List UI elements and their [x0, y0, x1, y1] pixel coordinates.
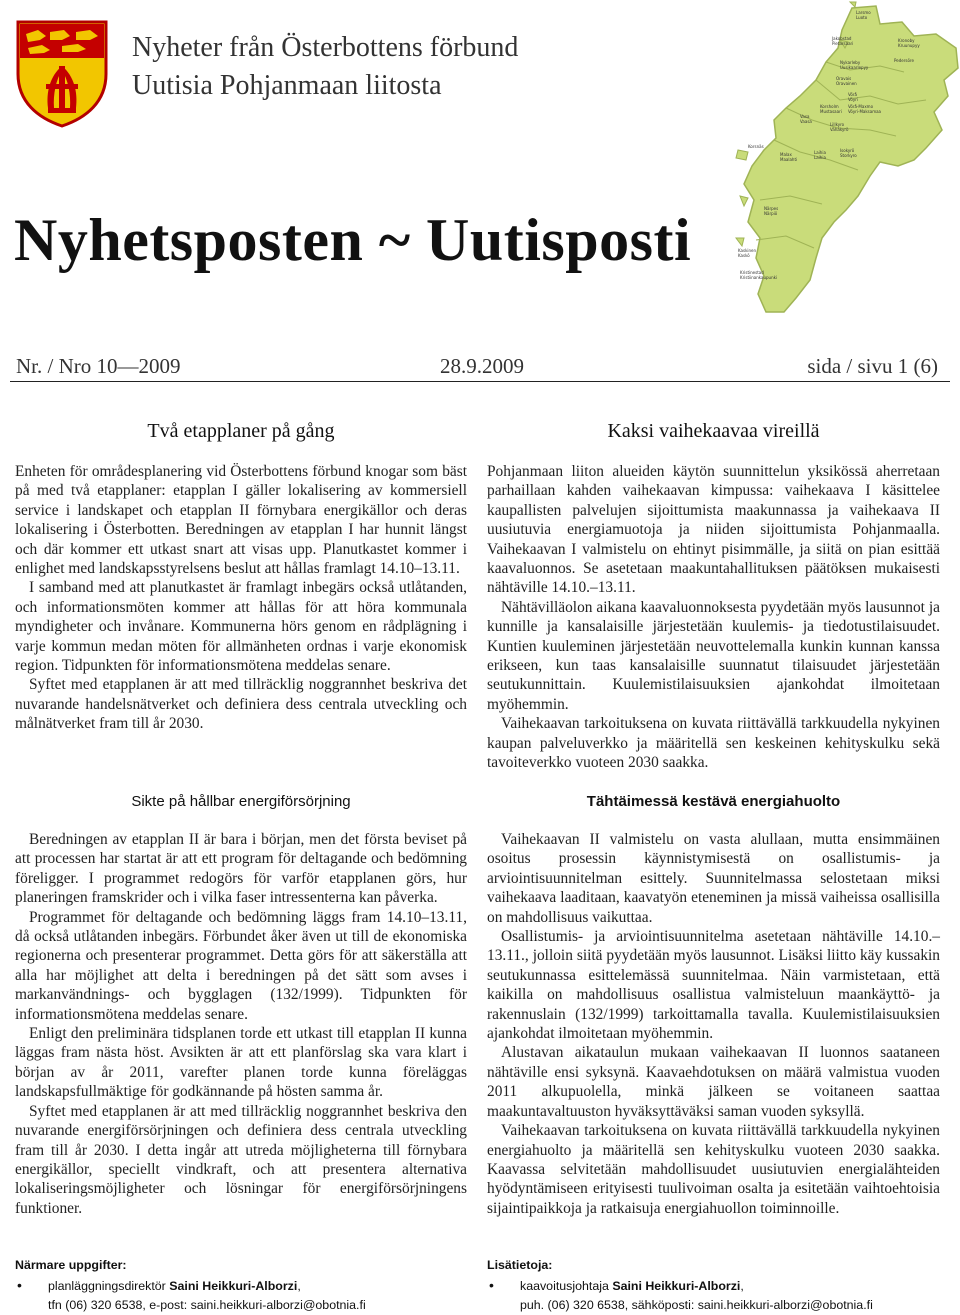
paragraph: Vaihekaavan II valmistelu on vasta alullaan, mutta ensimmäinen osoitus prosessin käynnistymisestä on osallistumis- ja arviointisuunnitelman esittely. Suunnitelmassa selostetaan miksi vaihekaava laaditaan, kaavatyön eteneminen ja missä vaiheissa osallisilla on mahdollisuus vaikuttaa. [487, 831, 940, 926]
map-label: Vöyri [848, 97, 858, 102]
map-label: Vähäkyrö [830, 127, 849, 132]
map-label: Luoto [856, 15, 868, 20]
map-label: Laihia [814, 150, 826, 155]
issue-line [16, 354, 940, 380]
map-label: Närpes [764, 206, 779, 211]
map-label: Vasa [800, 114, 810, 119]
region-map [730, 0, 960, 320]
map-label: Uusikaarlepyy [840, 65, 869, 70]
paragraph: Vaihekaavan tarkoituksena on kuvata riittävällä tarkkuudella nykyinen kaupan palveluverkko ja määritellä sen keskeinen kehityskulku sekä tavoiteverkko vuoteen 2030 saakka. [487, 715, 940, 772]
paragraph: Enligt den preliminära tidsplanen torde ett utkast till etapplan II kunna läggas fram nästa höst. Avsikten är att ett planförslag ska vara klart i början av år 2011, varefter planen torde kunna föreläggas landskapsfullmäktige för godkännande på hösten samma år. [15, 1025, 467, 1101]
map-label: Vörå [848, 92, 857, 97]
paragraph: Nähtävilläolon aikana kaavaluonnoksesta pyydetään myös lausunnot ja kunnille ja kansalaisille järjestetään kuulemis- ja tiedotustilaisuudet. Kuntien kuuleminen järjestetään neuvottelemalla kunkin kunnan kanssa erikseen, kun taas kansalaisille suunnatut tilaisuudet järjestetään seutukunnittain. Kuulemistilaisuuksien ajankohdat ilmoitetaan myöhemmin. [487, 598, 940, 713]
coat-of-arms-logo [16, 20, 108, 128]
left-subheading: Sikte på hållbar energiförsörjning [131, 793, 351, 810]
map-label: Lillkyro [830, 122, 845, 127]
paragraph: I samband med att planutkastet är framlagt inbegärs också utlåtanden, och informationsmöten kommer att hållas för att höra kommunala myndigheter och invånare. Kommunerna hörs genom en rådplägning i varje kommun medan möten för allmänheten ordnas i varje ekonomisk region. Tidpunkten för informationsmötena meddelas senare. [15, 579, 467, 675]
org-name-swedish: Nyheter från Österbottens förbund [132, 32, 519, 63]
left-article-body [15, 462, 467, 734]
contact-details[interactable]: puh. (06) 320 6538, sähköposti: saini.heikkuri-alborzi@obotnia.fi [520, 1298, 873, 1312]
map-label: Korsnäs [748, 144, 764, 149]
map-label: Korsholm [820, 104, 839, 109]
issue-date: 28.9.2009 [440, 354, 524, 378]
map-label: Vörå-Maxmo [848, 104, 874, 109]
map-label: Malax [780, 152, 792, 157]
paragraph: Alustavan aikataulun mukaan vaihekaavan II luonnos saataneen nähtäville ensi syksynä. Kaavaehdotuksen on määrä valmistua vuoden 2011 alkupuolella, minkä jälkeen se voitaneen saattaa maakuntavaltuuston hyväksyttäväksi saman vuoden syksyllä. [487, 1044, 940, 1120]
map-label: Pedersöre [894, 58, 914, 63]
map-label: Oravainen [836, 81, 857, 86]
map-label: Vöyri-Maksamaa [848, 109, 881, 114]
map-label: Kronoby [898, 38, 915, 43]
map-label: Storkyro [840, 153, 857, 158]
paragraph: Syftet med etapplanen är att med tillräcklig noggrannhet beskriva det nuvarande handelsnätverket och definiera dess centrala utveckling och målnätverket fram till år 2030. [15, 676, 467, 733]
contact-role: kaavoitusjohtaja [520, 1279, 609, 1293]
left-contact-box [15, 1256, 467, 1315]
masthead-title: Nyhetsposten ~ Uutisposti [14, 207, 692, 273]
contact-details[interactable]: tfn (06) 320 6538, e-post: saini.heikkuri-alborzi@obotnia.fi [48, 1298, 366, 1312]
map-label: Oravais [836, 76, 852, 81]
map-label: Kristinestad [740, 270, 764, 275]
right-article-body-2 [487, 830, 940, 1218]
map-label: Kaskö [738, 253, 750, 258]
header-divider [10, 381, 950, 382]
map-label: Kaskinen [738, 248, 757, 253]
map-label: Kruunupyy [898, 43, 920, 48]
contact-role: planläggningsdirektör [48, 1279, 166, 1293]
right-article-title: Kaksi vaihekaavaa vireillä [607, 420, 820, 442]
right-contact-box [487, 1256, 940, 1315]
contact-title: Närmare uppgifter: [15, 1258, 127, 1272]
map-label: Laihia [814, 155, 826, 160]
map-label: Mustasaari [820, 109, 842, 114]
contact-title: Lisätietoja: [487, 1258, 553, 1272]
contact-name: Saini Heikkuri-Alborzi [612, 1279, 741, 1293]
contact-item: • planläggningsdirektör Saini Heikkuri-Alborzi, tfn (06) 320 6538, e-post: saini.heikkuri-alborzi@obotnia.fi [15, 1277, 467, 1315]
paragraph: Pohjanmaan liiton alueiden käytön suunnittelun yksikössä aherretaan parhaillaan kahden vaihekaavan kimpussa: vaihekaava I käsittelee kaupallisten palvelujen sijoittumista maakunnassa ja vaihekaava II uusiutuvia energiamuotoja ja niiden sijoittumista Pohjanmaalla. Vaihekaavan I valmistelu on ehtinyt pisimmälle, ja siitä on pian esittää kaavaluonnos. Se asetetaan maakuntahallituksen päätöksen mukaisesti nähtäville 14.10.–13.11. [487, 463, 940, 597]
paragraph: Vaihekaavan tarkoituksena on kuvata riittävällä tarkkuudella nykyinen energiahuolto ja määritellä sen kehityskulku vuoteen 2030 saakka. Kaavassa selvitetään mahdollisuudet uusiutuvien energialähteiden hyödyntämiseen erityisesti tuulivoiman osalta ja esitetään vaihtoehtoisia sijaintipaikkoja ja ratkaisuja energiahuollon toiminnoille. [487, 1122, 940, 1217]
paragraph: Enheten för områdesplanering vid Österbottens förbund knogar som bäst på med två etapplaner: etapplan I gäller lokalisering av kommersiell service i landskapet och etapplan II förnybara energikällor och deras lokalisering i Österbotten. Beredningen av etapplan I har hunnit längst och där kommer ett utkast snart att visas upp. Planutkastet kommer i enlighet med landskapsstyrelsens beslut att hållas framlagt 14.10–13.11. [15, 463, 467, 578]
org-name-finnish: Uutisia Pohjanmaan liitosta [132, 70, 442, 101]
contact-item: • kaavoitusjohtaja Saini Heikkuri-Alborzi, puh. (06) 320 6538, sähköposti: saini.heikkuri-alborzi@obotnia.fi [487, 1277, 940, 1315]
map-label: Nykarleby [840, 60, 861, 65]
map-label: Isokyrö [840, 148, 855, 153]
map-label: Närpiö [764, 211, 778, 216]
map-label: Jakobstad [832, 36, 852, 41]
paragraph: Syftet med etapplanen är att med tillräcklig noggrannhet beskriva den nuvarande energiförsörjningen och definiera dess centrala utveckling fram till år 2030. I detta ingår att utreda möjligheterna till förnybara energikällor, speciellt vindkraft, och att presentera alternativa lokaliseringsmöjligheter och lösningar för energiförsörjningens funktioner. [15, 1102, 467, 1217]
paragraph: Programmet för deltagande och bedömning läggs fram 14.10–13.11, då också utlåtanden inbegärs. Förbundet åker även ut till de ekonomiska regionerna och presenterar programmet. Detta görs för att säkerställa att alla har möjlighet att delta i beredningen på det sätt som avses i markanvändnings- och bygglagen (132/1999). Tidpunkten för informationsmötena meddelas senare. [15, 908, 467, 1023]
map-label: Kristiinankaupunki [740, 275, 778, 280]
left-article-body-2 [15, 830, 467, 1218]
issue-number: Nr. / Nro 10—2009 [16, 354, 181, 378]
contact-list [487, 1277, 940, 1315]
contact-list [15, 1277, 467, 1315]
map-label: Vaasa [800, 119, 812, 124]
map-label: Larsmo [856, 10, 871, 15]
paragraph: Beredningen av etapplan II är bara i början, men det första beviset på att processen har startat är att ett program för deltagande och bedömning föreligger. I programmet redogörs för varför etapplanen görs, hur planeringen framskrider och i vilka faser intressenterna kan påverka. [15, 831, 467, 907]
right-article-body [487, 462, 940, 773]
map-label: Maalahti [780, 157, 798, 162]
page-number: sida / sivu 1 (6) [807, 354, 938, 378]
contact-name: Saini Heikkuri-Alborzi [169, 1279, 298, 1293]
map-label: Pietarsaari [832, 41, 854, 46]
left-article-title: Två etapplaner på gång [147, 420, 335, 442]
right-subheading: Tähtäimessä kestävä energiahuolto [586, 793, 841, 810]
paragraph: Osallistumis- ja arviointisuunnitelma asetetaan nähtäville 14.10.–13.11., jolloin siitä pyydetään myös lausunnot. Lisäksi liitto käy kussakin seutukunnassa esittelemässä suunnitelmaa. Näin varmistetaan, että kaikilla on mahdollisuus osallistua valmisteluun maankäyttö- ja rakennuslain (132/1999) tarkoittamalla tavalla. Kuulemistilaisuuksien ajankohdat ilmoitetaan myöhemmin. [487, 928, 940, 1043]
